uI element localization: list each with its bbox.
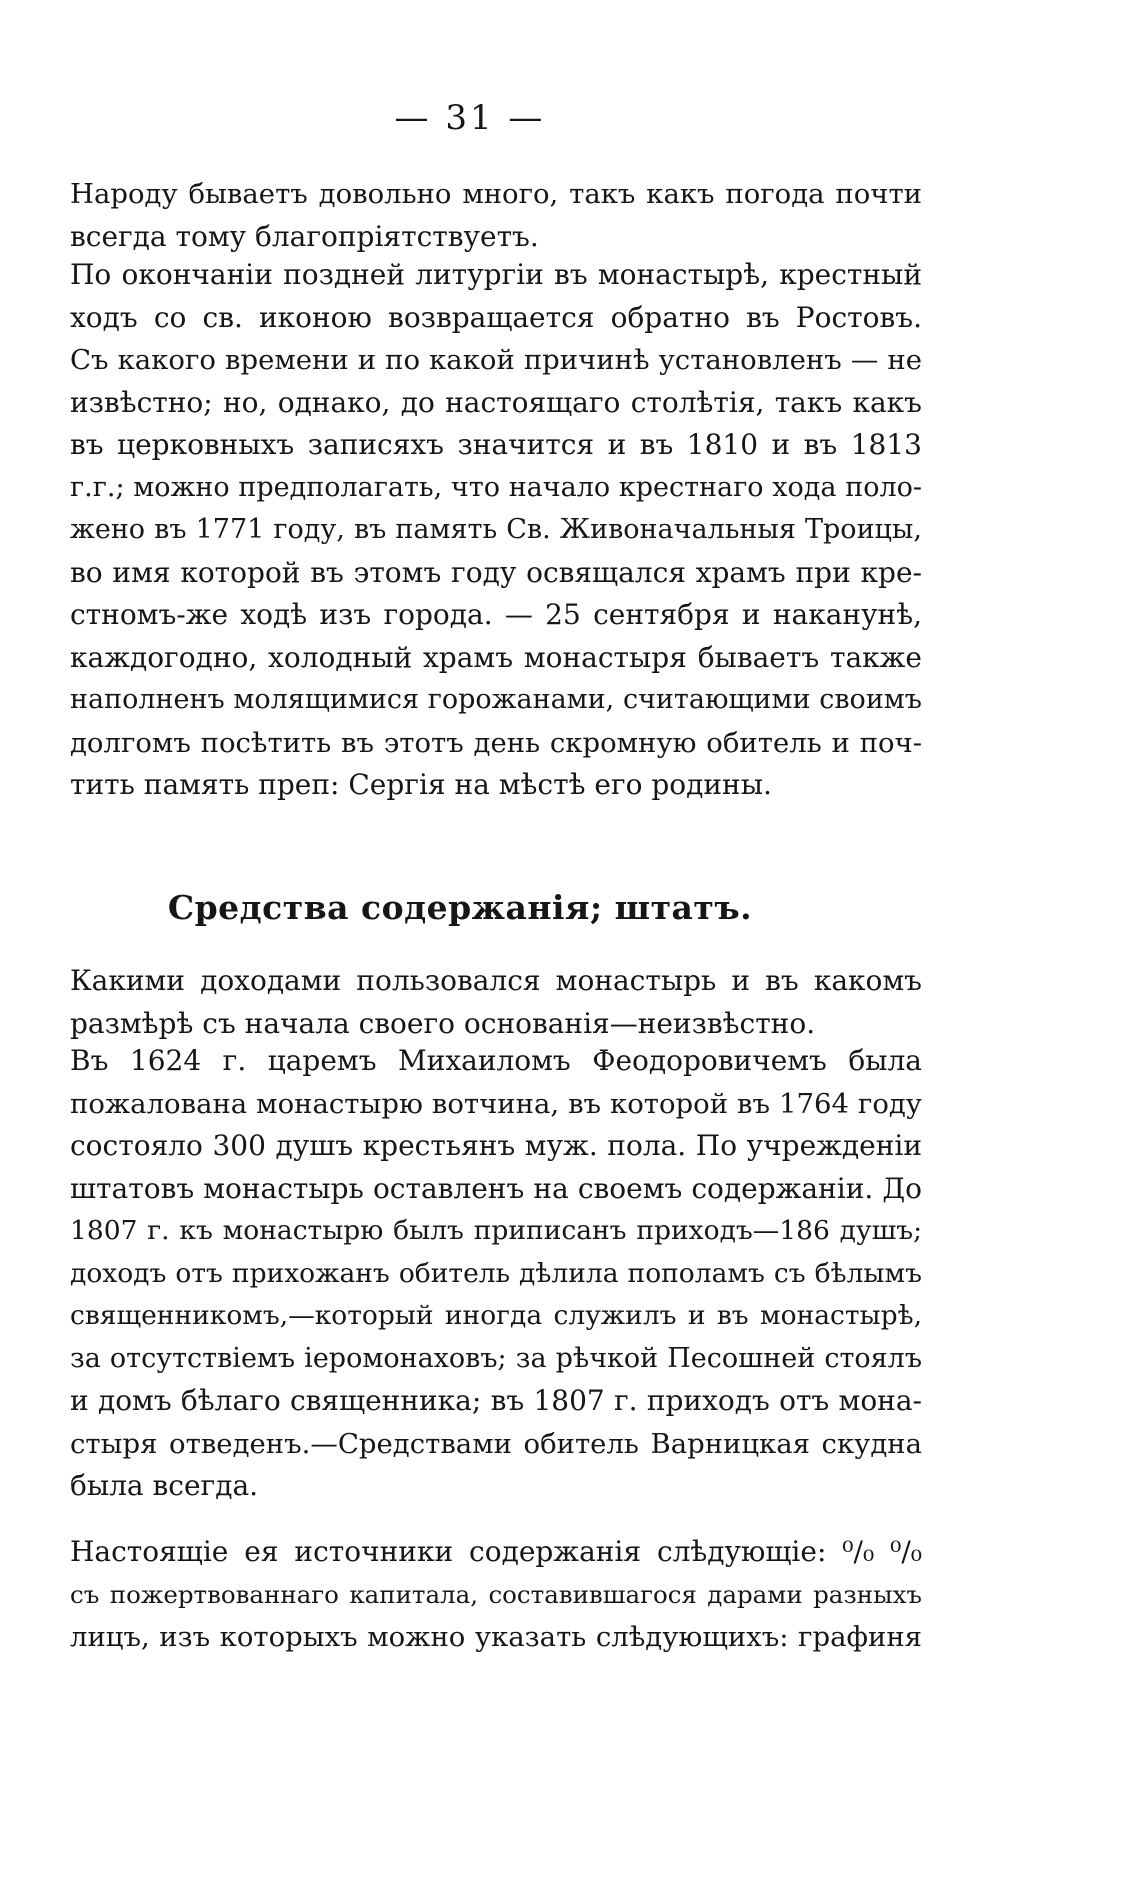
text-line: штатовъ монастырь оставленъ на своемъ содержаніи. До — [70, 1171, 922, 1205]
text-line: пожалована монастырю вотчина, въ которой въ 1764 году — [70, 1087, 922, 1120]
text-line: наполненъ молящимися горожанами, считающими своимъ — [70, 684, 922, 715]
text-line: во имя которой въ этомъ году освящался храмъ при кре- — [70, 555, 922, 589]
paragraph-crowd — [70, 173, 922, 258]
text-line: доходъ отъ прихожанъ обитель дѣлила пополамъ съ бѣлымъ — [70, 1257, 922, 1289]
text-line: каждогодно, холодный храмъ монастыря бываетъ также — [70, 640, 922, 674]
text-line: состояло 300 душъ крестьянъ муж. пола. По учрежденіи — [70, 1129, 922, 1162]
text-line: г.г.; можно предполагать, что начало крестнаго хода поло- — [70, 471, 922, 503]
text-line: Настоящіе ея источники содержанія слѣдующіе: ⁰/₀ ⁰/₀ — [70, 1535, 922, 1568]
text-line: 1807 г. къ монастырю былъ приписанъ приходъ—186 душъ; — [70, 1215, 922, 1246]
paragraph-procession — [70, 254, 922, 807]
text-line: лицъ, изъ которыхъ можно указать слѣдующихъ: графиня — [70, 1621, 922, 1653]
text-line: Въ 1624 г. царемъ Михаиломъ Феодоровичемъ была — [70, 1044, 922, 1077]
text-line: тить память преп: Сергія на мѣстѣ его родины. — [70, 768, 772, 801]
text-line: Съ какого времени и по какой причинѣ установленъ — не — [70, 344, 922, 376]
text-line: въ церковныхъ записяхъ значится и въ 1810 и въ 1813 — [70, 428, 922, 461]
text-line: священникомъ,—который иногда служилъ и въ монастырѣ, — [70, 1300, 922, 1331]
text-line: По окончаніи поздней литургіи въ монастырѣ, крестный — [70, 258, 922, 291]
text-line: съ пожертвованнаго капитала, составившагося дарами разныхъ — [70, 1579, 922, 1609]
section-heading — [0, 888, 1140, 927]
text-line: и домъ бѣлаго священника; въ 1807 г. приходъ отъ мона- — [70, 1384, 922, 1417]
text-line: Народу бываетъ довольно много, такъ какъ погода почти — [70, 178, 922, 210]
section-heading-text: Средства содержанія; штатъ. — [167, 888, 753, 927]
text-line: жено въ 1771 году, въ память Св. Живоначальныя Троицы, — [70, 514, 922, 545]
paragraph-current-sources — [70, 1531, 922, 1659]
text-line: стыря отведенъ.—Средствами обитель Варницкая скудна — [70, 1427, 922, 1460]
text-line: Какими доходами пользовался монастырь и въ какомъ — [70, 964, 922, 997]
text-line: была всегда. — [70, 1469, 259, 1502]
text-line: за отсутствіемъ іеромонаховъ; за рѣчкой Песошней стоялъ — [70, 1342, 922, 1374]
text-line: долгомъ посѣтить въ этотъ день скромную обитель и поч- — [70, 726, 922, 759]
text-line: ходъ со св. иконою возвращается обратно въ Ростовъ. — [70, 300, 922, 334]
text-line: извѣстно; но, однако, до настоящаго столѣтія, такъ какъ — [70, 385, 922, 419]
paragraph-income-unknown — [70, 960, 922, 1045]
paragraph-estate-history — [70, 1040, 922, 1508]
page-number: — 31 — — [394, 98, 546, 138]
text-line: всегда тому благопріятствуетъ. — [70, 219, 539, 253]
text-line: размѣрѣ съ начала своего основанія—неизвѣстно. — [70, 1006, 816, 1040]
text-line: стномъ-же ходѣ изъ города. — 25 сентября и наканунѣ, — [70, 598, 922, 631]
